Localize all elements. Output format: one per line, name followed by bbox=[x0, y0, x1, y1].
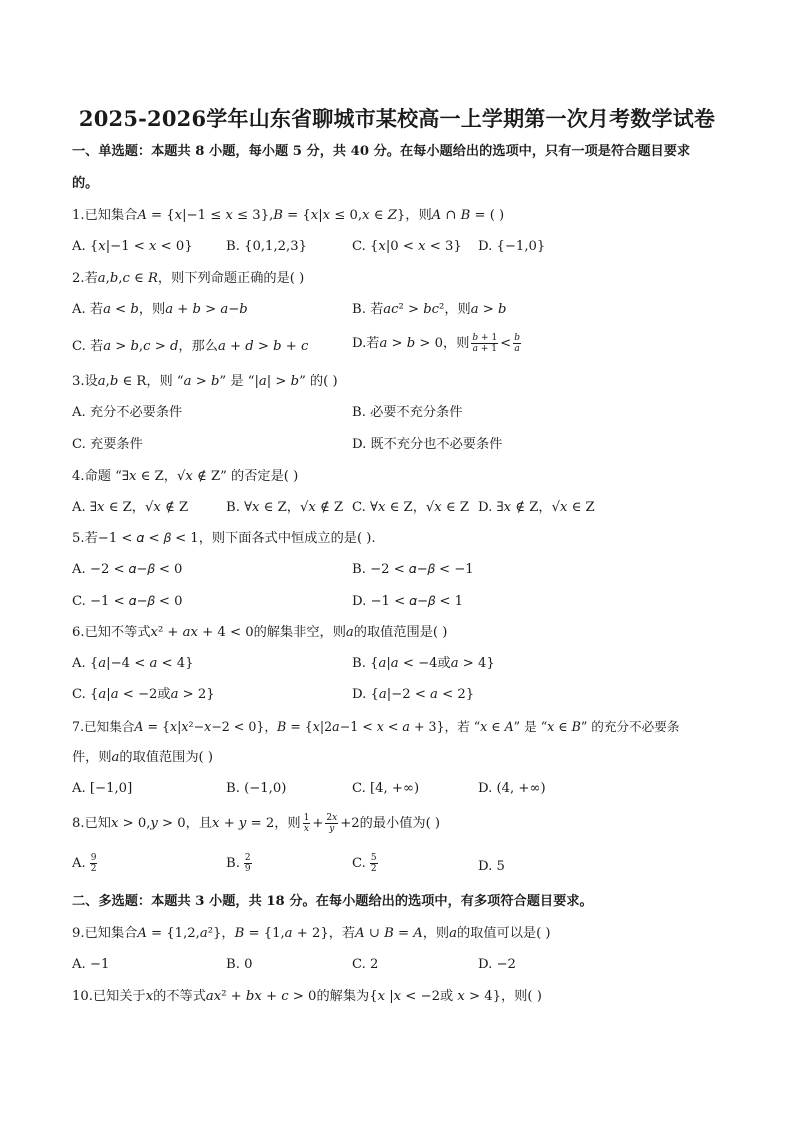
q9-stem: 9.已知集合𝐴 = {1,2,𝑎²}，𝐵 = {1,𝑎 + 2}，若𝐴 ∪ 𝐵 = 𝐴，则𝑎的取值可以是( ) bbox=[72, 926, 551, 941]
q8-option-b-num: 2 bbox=[244, 853, 251, 863]
q6-stem: 6.已知不等式𝑥² + 𝑎𝑥 + 4 < 0的解集非空，则𝑎的取值范围是( ) bbox=[72, 625, 448, 640]
q8-option-b-fraction bbox=[244, 853, 252, 874]
q4-option-b: B. ∀𝑥 ∈ Z，√𝑥 ∉ Z bbox=[226, 500, 344, 515]
q2-stem: 2.若𝑎,𝑏,𝑐 ∈ 𝑅，则下列命题正确的是( ) bbox=[72, 271, 305, 286]
q8-option-c-num: 5 bbox=[370, 853, 377, 863]
q8-stem-suffix: +2的最小值为( ) bbox=[340, 815, 441, 831]
q8-fraction-1-num: 1 bbox=[303, 813, 310, 823]
q9-option-b: B. 0 bbox=[226, 957, 253, 972]
q6-option-a: A. {𝑎|−4 < 𝑎 < 4} bbox=[72, 656, 194, 671]
q5-stem: 5.若−1 < 𝛼 < 𝛽 < 1，则下面各式中恒成立的是( ). bbox=[72, 531, 376, 546]
q5-option-a: A. −2 < 𝛼−𝛽 < 0 bbox=[72, 562, 183, 577]
q4-option-a: A. ∃𝑥 ∈ Z，√𝑥 ∉ Z bbox=[72, 500, 189, 515]
q10-stem: 10.已知关于𝑥的不等式𝑎𝑥² + 𝑏𝑥 + 𝑐 > 0的解集为{𝑥 |𝑥 < −2或 𝑥 > 4}，则( ) bbox=[72, 989, 542, 1004]
q4-option-d: D. ∃𝑥 ∉ Z，√𝑥 ∈ Z bbox=[478, 500, 595, 515]
q3-option-c: C. 充要条件 bbox=[72, 437, 143, 452]
q2-option-d-relation: < bbox=[500, 335, 512, 351]
section1-heading: 一、单选题：本题共 8 小题，每小题 5 分，共 40 分。在每小题给出的选项中，只有一项是符合题目要求 bbox=[72, 144, 691, 159]
q9-option-a: A. −1 bbox=[72, 957, 110, 972]
q2-option-c: C. 若𝑎 > 𝑏,𝑐 > 𝑑，那么𝑎 + 𝑑 > 𝑏 + 𝑐 bbox=[72, 339, 309, 354]
q8-stem bbox=[72, 813, 440, 834]
q6-option-c: C. {𝑎|𝑎 < −2或𝑎 > 2} bbox=[72, 687, 215, 702]
q2-option-a: A. 若𝑎 < 𝑏，则𝑎 + 𝑏 > 𝑎−𝑏 bbox=[72, 302, 248, 317]
q2-fraction-2-den: 𝑎 bbox=[514, 344, 520, 354]
q3-option-d: D. 既不充分也不必要条件 bbox=[352, 437, 503, 452]
q8-option-c-label: C. bbox=[352, 855, 366, 871]
q8-option-c bbox=[352, 853, 378, 874]
q2-option-d-prefix: D.若𝑎 > 𝑏 > 0，则 bbox=[352, 335, 470, 351]
q1-stem: 1.已知集合𝐴 = {𝑥|−1 ≤ 𝑥 ≤ 3},𝐵 = {𝑥|𝑥 ≤ 0,𝑥 ∈ 𝑍}，则𝐴 ∩ 𝐵 = ( ) bbox=[72, 208, 505, 223]
q8-option-a-num: 9 bbox=[90, 853, 97, 863]
q7-stem-cont: 件，则𝑎的取值范围为( ) bbox=[72, 750, 214, 765]
q8-option-c-fraction bbox=[370, 853, 378, 874]
q2-fraction-2-num: 𝑏 bbox=[514, 333, 520, 343]
q8-option-c-den: 2 bbox=[370, 864, 377, 874]
q8-plus: + bbox=[312, 815, 324, 831]
q3-option-b: B. 必要不充分条件 bbox=[352, 405, 463, 420]
q7-option-a: A. [−1,0] bbox=[72, 781, 133, 796]
q1-option-a: A. {𝑥|−1 < 𝑥 < 0} bbox=[72, 239, 193, 254]
q8-option-b-label: B. bbox=[226, 855, 240, 871]
q2-fraction-2 bbox=[513, 333, 521, 354]
exam-title: 2025-2026学年山东省聊城市某校高一上学期第一次月考数学试卷 bbox=[78, 106, 716, 131]
q4-stem: 4.命题 “∃𝑥 ∈ Z，√𝑥 ∉ Z” 的否定是( ) bbox=[72, 469, 299, 484]
q7-option-c: C. [4, +∞) bbox=[352, 781, 420, 796]
q7-option-d: D. (4, +∞) bbox=[478, 781, 546, 796]
q1-option-d: D. {−1,0} bbox=[478, 239, 546, 254]
q8-option-a-fraction bbox=[90, 853, 98, 874]
q5-option-b: B. −2 < 𝛼−𝛽 < −1 bbox=[352, 562, 474, 577]
q3-stem: 3.设𝑎,𝑏 ∈ R，则 “𝑎 > 𝑏” 是 “|𝑎| > 𝑏” 的( ) bbox=[72, 374, 338, 389]
q9-option-d: D. −2 bbox=[478, 957, 516, 972]
q6-option-b: B. {𝑎|𝑎 < −4或𝑎 > 4} bbox=[352, 656, 495, 671]
q8-option-a-label: A. bbox=[72, 855, 86, 871]
q8-option-b-den: 9 bbox=[244, 864, 251, 874]
q2-fraction-1 bbox=[471, 333, 498, 354]
q4-option-c: C. ∀𝑥 ∈ Z，√𝑥 ∈ Z bbox=[352, 500, 470, 515]
section2-heading: 二、多选题：本题共 3 小题，共 18 分。在每小题给出的选项中，有多项符合题目要求。 bbox=[72, 894, 593, 909]
q8-fraction-1 bbox=[303, 813, 311, 834]
q6-option-d: D. {𝑎|−2 < 𝑎 < 2} bbox=[352, 687, 475, 702]
q9-option-c: C. 2 bbox=[352, 957, 379, 972]
q3-option-a: A. 充分不必要条件 bbox=[72, 405, 183, 420]
q8-fraction-2 bbox=[325, 813, 338, 834]
q7-stem: 7.已知集合𝐴 = {𝑥|𝑥²−𝑥−2 < 0}，𝐵 = {𝑥|2𝑎−1 < 𝑥 < 𝑎 + 3}，若 “𝑥 ∈ 𝐴” 是 “𝑥 ∈ 𝐵” 的充分不必要条 bbox=[72, 719, 680, 734]
q7-option-b: B. (−1,0) bbox=[226, 781, 287, 796]
q2-fraction-1-num: 𝑏 + 1 bbox=[472, 333, 498, 343]
q8-fraction-1-den: 𝑥 bbox=[303, 824, 309, 834]
q2-fraction-1-den: 𝑎 + 1 bbox=[472, 344, 497, 354]
q8-option-a-den: 2 bbox=[90, 864, 97, 874]
q8-fraction-2-den: 𝑦 bbox=[329, 824, 335, 834]
q8-stem-prefix: 8.已知𝑥 > 0,𝑦 > 0，且𝑥 + 𝑦 = 2，则 bbox=[72, 815, 301, 831]
q8-fraction-2-num: 2𝑥 bbox=[326, 813, 338, 823]
q1-option-b: B. {0,1,2,3} bbox=[226, 239, 307, 254]
q1-option-c: C. {𝑥|0 < 𝑥 < 3} bbox=[352, 239, 462, 254]
q2-option-b: B. 若𝑎𝑐² > 𝑏𝑐²，则𝑎 > 𝑏 bbox=[352, 302, 507, 317]
q8-option-b bbox=[226, 853, 252, 874]
q5-option-c: C. −1 < 𝛼−𝛽 < 0 bbox=[72, 594, 183, 609]
q2-option-d bbox=[352, 333, 523, 354]
q8-option-d: D. 5 bbox=[478, 859, 505, 874]
section1-heading-cont: 的。 bbox=[72, 176, 99, 191]
q8-option-a bbox=[72, 853, 97, 874]
q5-option-d: D. −1 < 𝛼−𝛽 < 1 bbox=[352, 594, 464, 609]
